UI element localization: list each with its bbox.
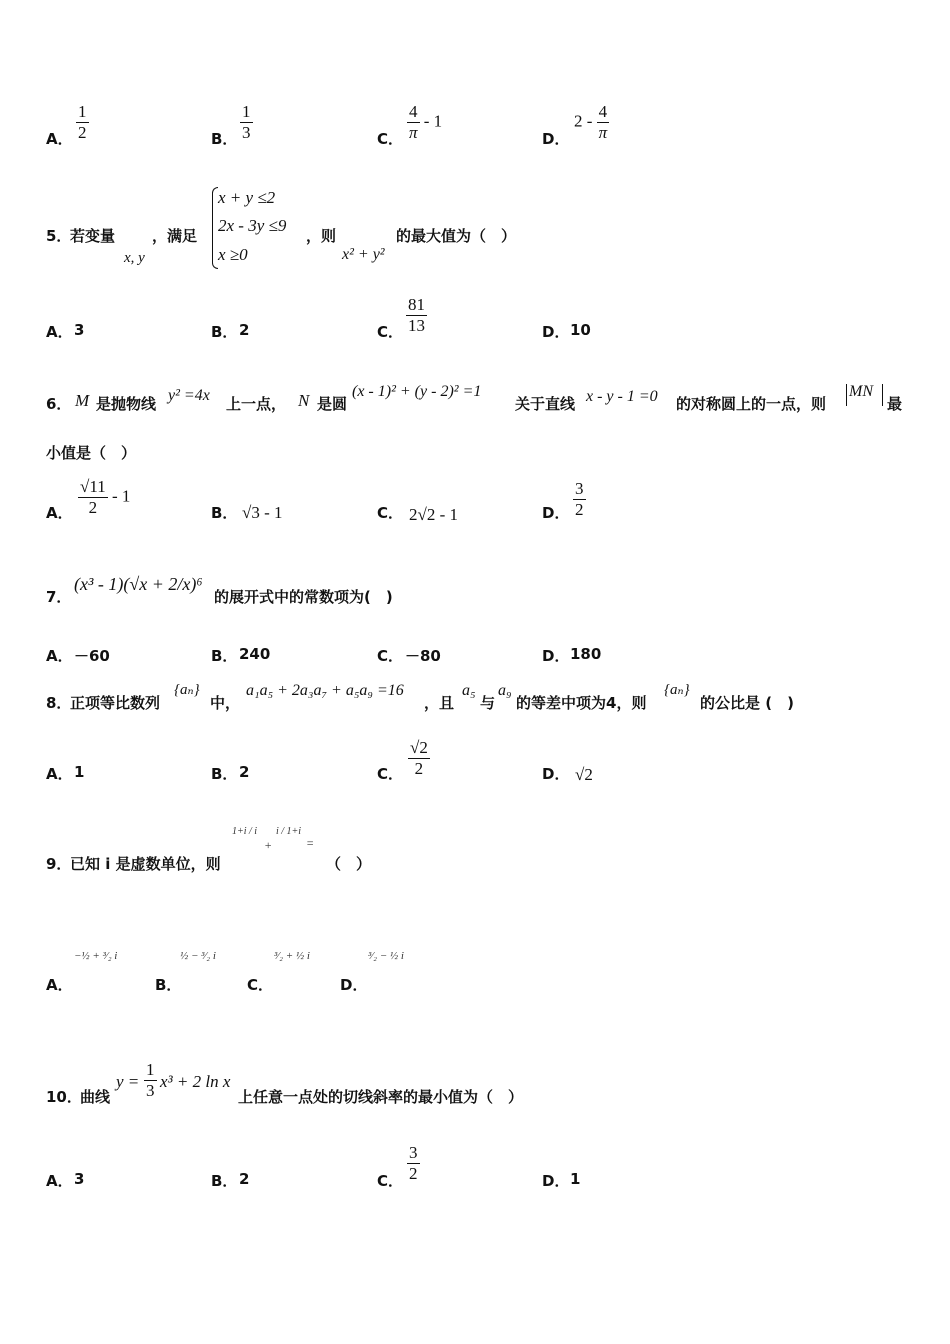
- q6-abs-left: [846, 384, 847, 406]
- q9-text-1: 已知 i 是虚数单位，则: [70, 855, 221, 873]
- q6-option-a-label: A．: [46, 504, 73, 522]
- q9-equals-sign: =: [306, 836, 315, 850]
- q5-option-c-label: C．: [377, 323, 404, 341]
- q6-text-4: 关于直线: [515, 395, 576, 413]
- q7-option-a-value: －60: [74, 647, 110, 665]
- q8-option-d-label: D．: [542, 765, 570, 783]
- q6-abs-right: [882, 384, 883, 406]
- q8-a5: a₅: [462, 682, 476, 699]
- q7-option-b-label: B．: [211, 647, 238, 665]
- q6-option-d-value: $\frac{3}{2}$: [575, 479, 584, 519]
- q8-text-1: 正项等比数列: [70, 694, 161, 712]
- q5-target: x² + y²: [342, 246, 385, 263]
- q5-text-3: ，则: [306, 227, 337, 245]
- q6-text-1: 是抛物线: [96, 395, 157, 413]
- q5-option-d-value: 10: [570, 321, 591, 339]
- q7-option-c-label: C．: [377, 647, 404, 665]
- q7-option-b-value: 240: [239, 645, 271, 663]
- q9-plus-sign: +: [264, 838, 273, 852]
- q8-text-5: 的等差中项为4，则: [516, 694, 647, 712]
- q9-expr-b: i / 1+i: [276, 826, 302, 837]
- q10-option-c-value: $\frac{3}{2}$: [409, 1143, 418, 1183]
- q4-option-c-label: C．: [377, 130, 404, 148]
- q7-option-a-label: A．: [46, 647, 73, 665]
- q10-option-b-label: B．: [211, 1172, 238, 1190]
- q5-text-1: 若变量: [70, 227, 116, 245]
- q7-text: 的展开式中的常数项为( ): [214, 588, 393, 606]
- q5-constraint-3: x ≥0: [218, 245, 248, 264]
- q10-number: 10．: [46, 1088, 82, 1106]
- q4-option-d-value: 2 - $\frac{4}{\pi}$: [574, 102, 608, 142]
- q10-option-d-value: 1: [570, 1170, 581, 1188]
- q8-equation: a₁a₅ + 2a₃a₇ + a₅a₉ =16: [246, 682, 404, 699]
- q10-text-1: 曲线: [80, 1088, 111, 1106]
- q6-option-d-label: D．: [542, 504, 570, 522]
- q9-option-b-label: B．: [155, 976, 182, 994]
- q5-constraint-1: x + y ≤2: [218, 188, 276, 207]
- q8-text-6: 的公比是 ( ): [700, 694, 794, 712]
- q8-option-a-label: A．: [46, 765, 73, 783]
- q4-option-a-value: $\frac{1}{2}$: [78, 102, 87, 142]
- q9-option-a-value: −½ + ³⁄₂ i: [74, 950, 118, 962]
- q7-option-c-value: －80: [405, 647, 441, 665]
- q5-option-a-label: A．: [46, 323, 73, 341]
- q9-option-a-label: A．: [46, 976, 73, 994]
- q8-sequence: {aₙ}: [174, 682, 200, 698]
- q6-text-6: 最: [887, 395, 903, 413]
- q5-option-c-value: $\frac{81}{13}$: [408, 295, 425, 335]
- q7-number: 7．: [46, 588, 72, 606]
- q4-option-a-label: A．: [46, 130, 73, 148]
- q10-curve-rhs: x³ + 2 ln x: [160, 1072, 231, 1091]
- q6-circle: (x - 1)² + (y - 2)² =1: [352, 383, 482, 400]
- q6-M: M: [75, 391, 90, 410]
- q9-option-b-value: ½ − ³⁄₂ i: [180, 950, 216, 962]
- q9-option-d-label: D．: [340, 976, 368, 994]
- q7-option-d-label: D．: [542, 647, 570, 665]
- q5-option-d-label: D．: [542, 323, 570, 341]
- q5-text-4: 的最大值为（ ）: [396, 227, 517, 245]
- q8-text-3: ，且: [424, 694, 455, 712]
- q5-option-b-label: B．: [211, 323, 238, 341]
- q8-text-2: 中，: [210, 694, 241, 712]
- q6-N: N: [298, 391, 310, 410]
- q6-MN: MN: [849, 383, 873, 400]
- q8-text-4: 与: [480, 694, 496, 712]
- q6-number: 6．: [46, 395, 72, 413]
- q4-option-d-label: D．: [542, 130, 570, 148]
- q10-curve-fraction: $\frac{1}{3}$: [146, 1060, 155, 1100]
- q8-number: 8．: [46, 694, 72, 712]
- q10-text-2: 上任意一点处的切线斜率的最小值为（ ）: [238, 1088, 524, 1106]
- q5-text-2: ，满足: [152, 227, 198, 245]
- q4-option-c-value: $\frac{4}{\pi}$ - 1: [408, 102, 443, 142]
- q8-option-c-label: C．: [377, 765, 404, 783]
- q8-option-b-value: 2: [239, 763, 250, 781]
- q5-vars: x, y: [124, 250, 145, 266]
- q8-option-b-label: B．: [211, 765, 238, 783]
- q8-option-d-value: √2: [575, 765, 593, 784]
- q9-option-d-value: ³⁄₂ − ½ i: [368, 950, 404, 962]
- q10-option-d-label: D．: [542, 1172, 570, 1190]
- q9-expr-a: 1+i / i: [232, 826, 258, 837]
- q6-line: x - y - 1 =0: [586, 388, 658, 405]
- q10-option-a-label: A．: [46, 1172, 73, 1190]
- q10-option-b-value: 2: [239, 1170, 250, 1188]
- q5-option-b-value: 2: [239, 321, 250, 339]
- q10-option-a-value: 3: [74, 1170, 85, 1188]
- q6-option-c-label: C．: [377, 504, 404, 522]
- q9-number: 9．: [46, 855, 72, 873]
- q8-option-a-value: 1: [74, 763, 85, 781]
- q8-sequence-2: {aₙ}: [664, 682, 690, 698]
- q6-parabola: y² =4x: [168, 387, 210, 404]
- q9-option-c-label: C．: [247, 976, 274, 994]
- q4-option-b-value: $\frac{1}{3}$: [242, 102, 251, 142]
- q6-option-a-value: $\frac{√11}{2}$ - 1: [80, 477, 131, 517]
- q4-option-b-label: B．: [211, 130, 238, 148]
- q9-option-c-value: ³⁄₂ + ½ i: [274, 950, 310, 962]
- q5-constraint-2: 2x - 3y ≤9: [218, 216, 287, 235]
- q8-option-c-value: $\frac{√2}{2}$: [410, 738, 428, 778]
- q6-text-5: 的对称圆上的一点，则: [676, 395, 827, 413]
- q5-option-a-value: 3: [74, 321, 85, 339]
- q6-option-b-value: √3 - 1: [242, 503, 283, 522]
- q9-text-2: （ ）: [326, 855, 372, 873]
- q5-number: 5．: [46, 227, 72, 245]
- q6-text-7: 小值是（ ）: [46, 444, 137, 462]
- q6-option-c-value: 2√2 - 1: [409, 505, 458, 524]
- q6-option-b-label: B．: [211, 504, 238, 522]
- q7-option-d-value: 180: [570, 645, 602, 663]
- q7-expression: (x³ - 1)(√x + 2/x)⁶: [74, 574, 203, 594]
- q10-option-c-label: C．: [377, 1172, 404, 1190]
- q6-text-3: 是圆: [317, 395, 348, 413]
- q8-a9: a₉: [498, 682, 512, 699]
- q6-text-2: 上一点，: [226, 395, 287, 413]
- q10-curve-lhs: y =: [116, 1072, 140, 1091]
